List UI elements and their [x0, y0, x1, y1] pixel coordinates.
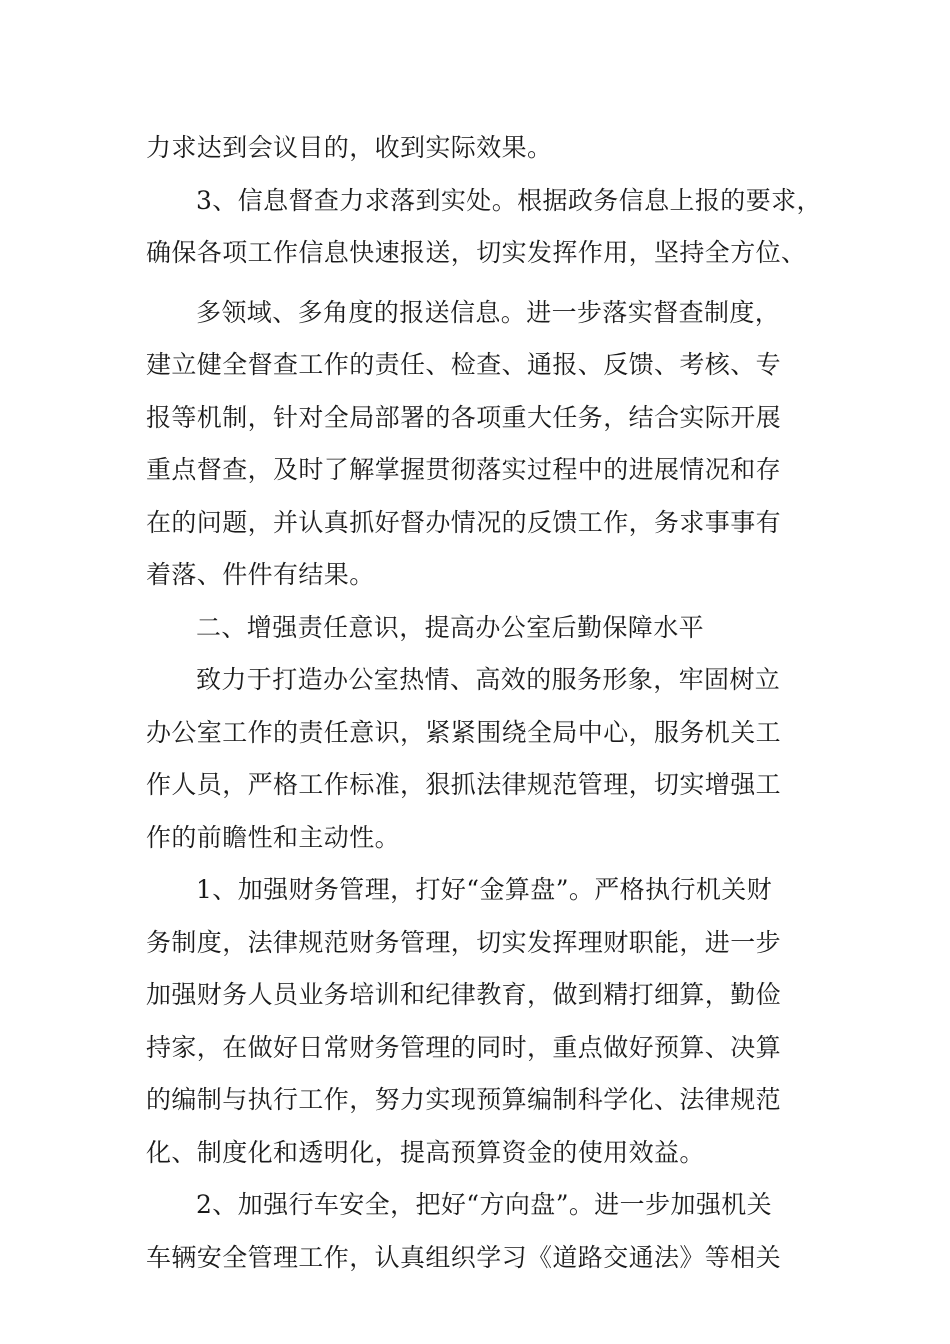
text-line: 务制度，法律规范财务管理，切实发挥理财职能，进一步	[146, 928, 782, 957]
text-line: 重点督查，及时了解掌握贯彻落实过程中的进展情况和存	[146, 455, 782, 484]
text-line: 确保各项工作信息快速报送，切实发挥作用，坚持全方位、	[146, 238, 807, 267]
text-line: 办公室工作的责任意识，紧紧围绕全局中心，服务机关工	[146, 718, 782, 747]
text-line: 2、加强行车安全，把好“方向盘”。进一步加强机关	[196, 1190, 773, 1219]
text-line: 化、制度化和透明化，提高预算资金的使用效益。	[146, 1138, 705, 1167]
text-line: 致力于打造办公室热情、高效的服务形象，牢固树立	[196, 665, 781, 694]
text-line: 作的前瞻性和主动性。	[146, 823, 401, 852]
text-line: 作人员，严格工作标准，狠抓法律规范管理，切实增强工	[146, 770, 782, 799]
text-line: 在的问题，并认真抓好督办情况的反馈工作，务求事事有	[146, 508, 782, 537]
text-line: 多领域、多角度的报送信息。进一步落实督查制度，	[196, 298, 781, 327]
text-line: 着落、件件有结果。	[146, 560, 375, 589]
text-line: 1、加强财务管理，打好“金算盘”。严格执行机关财	[196, 875, 773, 904]
text-line: 3、信息督查力求落到实处。根据政务信息上报的要求，	[196, 186, 822, 215]
text-line: 车辆安全管理工作，认真组织学习《道路交通法》等相关	[146, 1243, 782, 1272]
text-line: 建立健全督查工作的责任、检查、通报、反馈、考核、专	[146, 350, 782, 379]
text-line: 力求达到会议目的，收到实际效果。	[146, 133, 553, 162]
text-line: 持家，在做好日常财务管理的同时，重点做好预算、决算	[146, 1033, 782, 1062]
text-line: 加强财务人员业务培训和纪律教育，做到精打细算，勤俭	[146, 980, 782, 1009]
text-line: 报等机制，针对全局部署的各项重大任务，结合实际开展	[146, 403, 782, 432]
section-heading: 二、增强责任意识，提高办公室后勤保障水平	[196, 613, 705, 642]
text-line: 的编制与执行工作，努力实现预算编制科学化、法律规范	[146, 1085, 782, 1114]
